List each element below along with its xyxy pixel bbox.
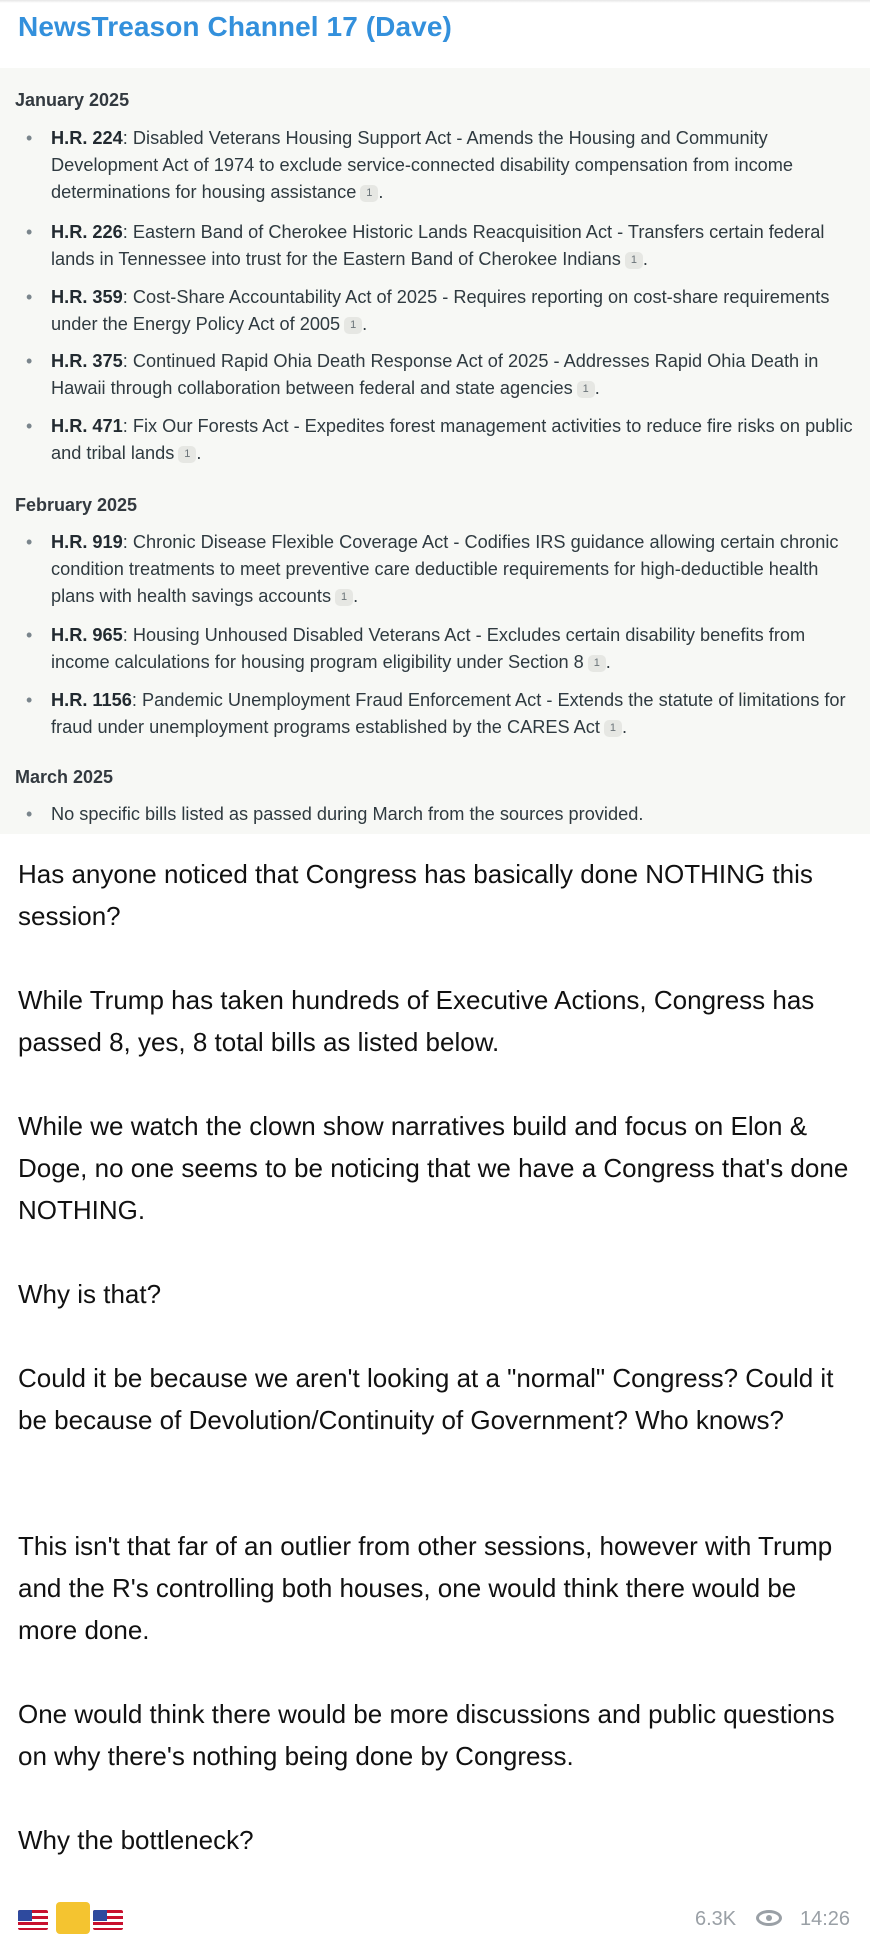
bullet-icon: • [26, 128, 33, 148]
bill-item: • H.R. 1156: Pandemic Unemployment Fraud Enforcement Act - Extends the statute of limitations for fraud under unemployment programs established by the CARES Act 1 . [51, 687, 856, 741]
post-paragraph: While Trump has taken hundreds of Executive Actions, Congress has passed 8, yes, 8 total bills as listed below. [18, 985, 815, 1057]
us-flag-icon [93, 1910, 123, 1930]
bullet-icon: • [26, 287, 33, 307]
bill-id: H.R. 471 [51, 416, 123, 436]
bill-description: : Housing Unhoused Disabled Veterans Act - Excludes certain disability benefits from income calculations for housing program eligibility under Section 8 [51, 625, 806, 672]
bill-id: H.R. 224 [51, 128, 123, 148]
bullet-icon: • [26, 222, 33, 242]
bill-list-card [0, 68, 870, 834]
message-footer [0, 1898, 870, 1931]
eye-icon [756, 1910, 782, 1926]
bill-id: H.R. 359 [51, 287, 123, 307]
bullet-icon: • [26, 416, 33, 436]
yellow-square-icon [56, 1902, 90, 1934]
bill-item: • H.R. 919: Chronic Disease Flexible Coverage Act - Codifies IRS guidance allowing certain chronic condition treatments to meet preventive care deductible requirements for high-deductible health plans with health savings accounts 1 . [51, 529, 856, 610]
post-paragraph: Why the bottleneck? [18, 1825, 254, 1855]
bullet-icon: • [26, 804, 33, 824]
timestamp: 14:26 [800, 1908, 851, 1930]
bill-description: : Eastern Band of Cherokee Historic Lands Reacquisition Act - Transfers certain federal lands in Tennessee into trust for the Eastern Band of Cherokee Indians [51, 222, 825, 269]
citation-badge[interactable]: 1 [577, 381, 595, 398]
month-heading-january: January 2025 [15, 90, 130, 110]
bill-id: H.R. 375 [51, 351, 123, 371]
bill-description: : Pandemic Unemployment Fraud Enforcement Act - Extends the statute of limitations for fraud under unemployment programs established by the CARES Act [51, 690, 846, 737]
bill-id: H.R. 226 [51, 222, 123, 242]
citation-badge[interactable]: 1 [178, 446, 196, 463]
bill-description: : Cost-Share Accountability Act of 2025 - Requires reporting on cost-share requirements under the Energy Policy Act of 2005 [51, 287, 830, 334]
bill-id: H.R. 1156 [51, 690, 132, 710]
post-paragraph: While we watch the clown show narratives build and focus on Elon & Doge, no one seems to be noticing that we have a Congress that's done NOTHING. [18, 1111, 849, 1225]
citation-badge[interactable]: 1 [604, 720, 622, 737]
bill-item: • H.R. 965: Housing Unhoused Disabled Veterans Act - Excludes certain disability benefits from income calculations for housing program eligibility under Section 8 1 . [51, 622, 856, 676]
citation-badge[interactable]: 1 [335, 589, 353, 606]
post-paragraph: One would think there would be more discussions and public questions on why there's nothing being done by Congress. [18, 1699, 835, 1771]
bullet-icon: • [26, 351, 33, 371]
bill-item: • H.R. 375: Continued Rapid Ohia Death Response Act of 2025 - Addresses Rapid Ohia Death in Hawaii through collaboration between federal and state agencies 1 . [51, 348, 856, 402]
bill-description: : Disabled Veterans Housing Support Act - Amends the Housing and Community Development Act of 1974 to exclude service-connected disability compensation from income determinations for housing assistance [51, 128, 794, 202]
bill-description: : Continued Rapid Ohia Death Response Act of 2025 - Addresses Rapid Ohia Death in Hawaii through collaboration between federal and state agencies [51, 351, 819, 398]
post-paragraph: Why is that? [18, 1279, 162, 1309]
bill-description: : Chronic Disease Flexible Coverage Act - Codifies IRS guidance allowing certain chronic condition treatments to meet preventive care deductible requirements for high-deductible health plans with health savings accounts [51, 532, 839, 606]
citation-badge[interactable]: 1 [360, 185, 378, 202]
view-count: 6.3K [695, 1908, 737, 1930]
citation-badge[interactable]: 1 [625, 252, 643, 269]
top-divider [0, 0, 870, 3]
bill-id: H.R. 919 [51, 532, 123, 552]
channel-title[interactable]: NewsTreason Channel 17 (Dave) [18, 11, 452, 42]
citation-badge[interactable]: 1 [588, 655, 606, 672]
march-note: No specific bills listed as passed during March from the sources provided. [51, 804, 644, 824]
month-heading-february: February 2025 [15, 495, 138, 515]
month-heading-march: March 2025 [15, 767, 114, 787]
bill-item: • H.R. 226: Eastern Band of Cherokee Historic Lands Reacquisition Act - Transfers certain federal lands in Tennessee into trust for the Eastern Band of Cherokee Indians 1 . [51, 219, 856, 273]
citation-badge[interactable]: 1 [344, 317, 362, 334]
bill-id: H.R. 965 [51, 625, 123, 645]
bullet-icon: • [26, 625, 33, 645]
bill-item: • H.R. 471: Fix Our Forests Act - Expedites forest management activities to reduce fire risks on public and tribal lands 1 . [51, 413, 856, 467]
post-paragraph: Has anyone noticed that Congress has basically done NOTHING this session? [18, 859, 813, 931]
post-paragraph: This isn't that far of an outlier from other sessions, however with Trump and the R's controlling both houses, one would think there would be more done. [18, 1531, 833, 1645]
us-flag-icon [18, 1910, 48, 1930]
bill-item: • H.R. 359: Cost-Share Accountability Act of 2025 - Requires reporting on cost-share requirements under the Energy Policy Act of 2005 1 . [51, 284, 856, 338]
bullet-icon: • [26, 690, 33, 710]
bill-item: • H.R. 224: Disabled Veterans Housing Support Act - Amends the Housing and Community Development Act of 1974 to exclude service-connected disability compensation from income determinations for housing assistance 1 . [51, 125, 856, 206]
bullet-icon: • [26, 532, 33, 552]
bill-description: : Fix Our Forests Act - Expedites forest management activities to reduce fire risks on public and tribal lands [51, 416, 853, 463]
bill-item [26, 801, 856, 828]
post-paragraph: Could it be because we aren't looking at a "normal" Congress? Could it be because of Devolution/Continuity of Government? Who knows? [18, 1363, 834, 1435]
